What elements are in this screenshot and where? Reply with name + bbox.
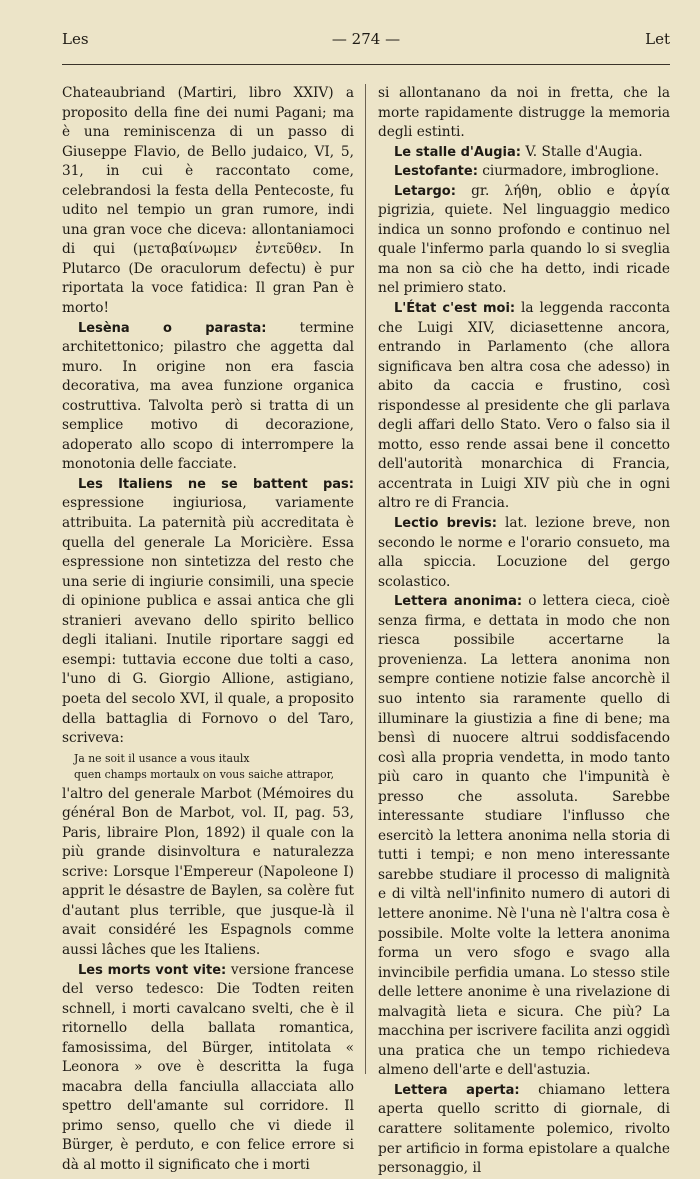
entry-continuation: l'altro del generale Marbot (Mémoires du général Bon de Marbot, vol. II, pag. 53, Paris, libraire Plon, 1892) il quale con la più grande disinvoltura e naturalezza scrive: Lorsque l'Empereur (Napoleone I) apprit le désastre de Baylen, sa colère fut d'autant plus terrible, que jusque-là il avait considéré les Espagnols comme aussi lâches que les Italiens. bbox=[62, 785, 354, 958]
entry-lectio-brevis bbox=[378, 514, 670, 592]
headword: Les Italiens ne se battent pas: bbox=[78, 476, 354, 492]
definition: lat. lezione breve, non secondo le norme e l'orario consueto, ma alla spiccia. Locuzione del gergo scolastico. bbox=[378, 515, 671, 590]
definition: V. Stalle d'Augia. bbox=[525, 143, 643, 160]
entry-lestofante bbox=[378, 162, 670, 182]
entry-les-morts bbox=[62, 961, 354, 1176]
headword: Lesèna o parasta: bbox=[78, 320, 267, 336]
definition: ciurmadore, imbroglione. bbox=[482, 163, 660, 180]
verse-line: quen champs mortaulx on vous saiche attrapor, bbox=[74, 767, 335, 781]
entry-letat-cest-moi bbox=[378, 299, 670, 514]
definition: chiamano lettera aperta quello scritto di giornale, di carattere solitamente polemico, rivolto per artificio in forma epistolare a qualche personaggio, il bbox=[378, 1081, 670, 1177]
entry-stalle-augia bbox=[378, 143, 670, 163]
definition: o lettera cieca, cioè senza firma, e dettata in modo che non riesca possibile accertarne la provenienza. La lettera anonima non sempre contiene notizie false ancorchè il suo intento sia raramente quello di illuminare la giustizia a fine di bene; ma bensì di nuocere altrui soddisfacendo così alla propria vendetta, in modo tanto più caro in quanto che l'impunità è presso che assoluta. Sarebbe interessante studiare l'influsso che esercitò la lettera anonima nella storia di tutti i tempi; e non meno interessante sarebbe studiare il processo di malignità e di viltà nell'infinito numero di autori di lettere anonime. Nè l'una nè l'altra cosa è possibile. Molte volte la lettera anonima forma un vero sfogo e svago alla invincibile perfidia umana. Lo stesso stile delle lettere anonime è una rivelazione di malvagità lieta e sicura. Che più? La macchina per iscrivere facilita anzi oggidì una pratica che un tempo richiedeva almeno dell'arte e dell'astuzia. bbox=[378, 593, 671, 1079]
headword: Letargo: bbox=[394, 183, 456, 199]
entry-les-italiens bbox=[62, 475, 354, 749]
page-number: — 274 — bbox=[331, 30, 401, 48]
right-column bbox=[378, 84, 670, 1179]
headword: Lestofante: bbox=[394, 164, 478, 180]
headword: Lettera aperta: bbox=[394, 1082, 520, 1098]
headword: L'État c'est moi: bbox=[394, 301, 516, 317]
definition: termine architettonico; pilastro che aggetta dal muro. In origine non era fascia decorativa, ma avea funzione organica costruttiva. Talvolta però si tratta di un semplice motivo di decorazione, adoperato allo scopo di interrompere la monotonia delle facciate. bbox=[62, 319, 354, 473]
definition: gr. λήθη, oblio e ἀργία pigrizia, quiete. Nel linguaggio medico indica un sonno profondo e continuo nel quale l'infermo parla quando lo si sveglia ma non sa ciò che ha detto, indi ricade nel primiero stato. bbox=[378, 182, 670, 297]
entry-lesena bbox=[62, 319, 354, 475]
header-right-guide-word: Let bbox=[645, 30, 670, 48]
headword: Le stalle d'Augia: bbox=[394, 144, 521, 160]
left-column bbox=[62, 84, 354, 1176]
definition: versione francese del verso tedesco: Die Todten reiten schnell, i morti cavalcano svelti, che è il ritornello della ballata romantica, famosissima, del Bürger, intitolata « Leonora » ove è descritta la fuga macabra della fanciulla allacciata allo spettro dell'amante sul corridore. Il primo senso, quello che vi diede il Bürger, è perduto, e con felice errore si dà al motto il significato che i morti bbox=[62, 961, 354, 1173]
headword: Lettera anonima: bbox=[394, 594, 523, 610]
header-rule bbox=[62, 64, 670, 65]
verse-line: Ja ne soit il usance a vous itaulx bbox=[74, 751, 250, 765]
column-divider bbox=[365, 84, 366, 1074]
headword: Lectio brevis: bbox=[394, 516, 497, 532]
verse-quotation bbox=[74, 751, 354, 783]
definition: espressione ingiuriosa, variamente attribuita. La paternità più accreditata è quella del generale La Moricière. Essa espressione non sintetizza del resto che una serie di ingiurie consimili, una specie di opinione publica e assai antica che gli stranieri avevano dello spirito bellico degli italiani. Inutile riportare saggi ed esempi: tuttavia eccone due tolti a caso, l'uno di G. Giorgio Allione, astigiano, poeta del secolo XVI, il quale, a proposito della battaglia di Fornovo o del Taro, scriveva: bbox=[62, 495, 354, 747]
entry-continuation: si allontanano da noi in fretta, che la morte rapidamente distrugge la memoria degli estinti. bbox=[378, 85, 670, 141]
entry-lettera-anonima bbox=[378, 592, 670, 1081]
entry-letargo bbox=[378, 182, 670, 299]
running-header bbox=[62, 30, 670, 60]
entry-lettera-aperta bbox=[378, 1081, 670, 1179]
header-left-guide-word: Les bbox=[62, 30, 89, 48]
definition: la leggenda racconta che Luigi XIV, diciasettenne ancora, entrando in Parlamento (che allora significava ben altra cosa che adesso) in abito da caccia e frustino, così rispondesse al presidente che gli parlava degli affari dello Stato. Vero o falso sia il motto, esso rende assai bene il concetto dell'autorità monarchica di Francia, accentrata in Luigi XIV più che in ogni altro re di Francia. bbox=[378, 300, 670, 512]
entry-continuation: Chateaubriand (Martiri, libro XXIV) a proposito della fine dei numi Pagani; ma è una reminiscenza di un passo di Giuseppe Flavio, de Bello judaico, VI, 5, 31, in cui è raccontato come, celebrandosi la festa della Pentecoste, fu udito nel tempio un gran rumore, indi una gran voce che diceva: allontaniamoci di qui (μεταβαίνωμεν ἐντεῦθεν. In Plutarco (De oraculorum defectu) è pur riportata la voce fatidica: Il gran Pan è morto! bbox=[62, 85, 354, 317]
headword: Les morts vont vite: bbox=[78, 962, 227, 978]
